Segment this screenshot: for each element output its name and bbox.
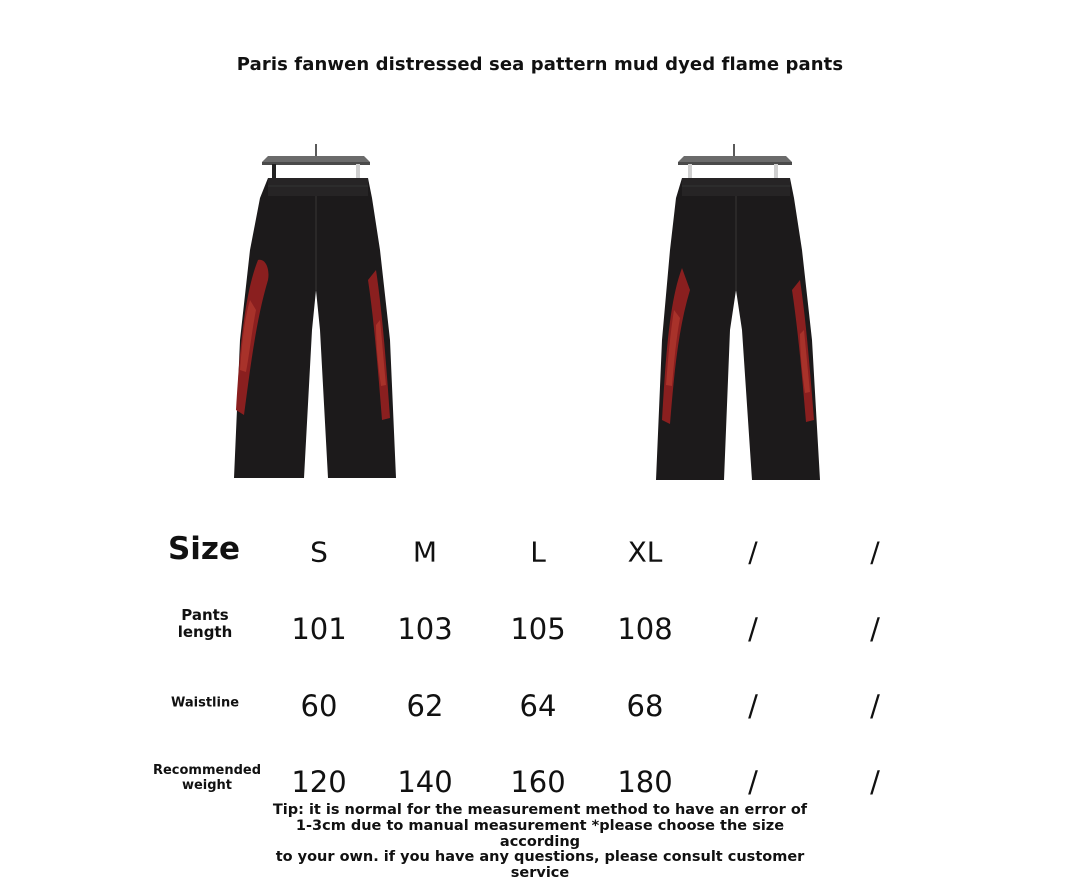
pants-back-image <box>636 140 836 490</box>
measurement-value: / <box>748 689 758 723</box>
row-label-recommended-weight <box>153 763 261 793</box>
hanger-icon <box>262 144 370 180</box>
size-option: XL <box>627 535 663 569</box>
measurement-value: / <box>870 689 880 723</box>
measurement-value: / <box>870 612 880 646</box>
row-label-line: Waistline <box>170 695 240 711</box>
measurement-value: 68 <box>626 689 664 723</box>
measurement-value: 108 <box>617 612 673 646</box>
tip-line: 1-3cm due to manual measurement *please choose the size according <box>295 817 785 850</box>
measurement-value: / <box>870 765 880 799</box>
row-label-line: weight <box>181 778 233 793</box>
measurement-value: 105 <box>510 612 566 646</box>
size-option: L <box>530 535 546 569</box>
measurement-value: / <box>748 765 758 799</box>
size-option: / <box>870 535 880 569</box>
measurement-value: 60 <box>300 689 338 723</box>
row-label-waistline <box>171 696 239 711</box>
measurement-value: 180 <box>617 765 673 799</box>
row-label-line: length <box>177 623 233 641</box>
measurement-value: 101 <box>291 612 347 646</box>
row-label-line: Pants <box>181 606 229 624</box>
measurement-value: / <box>748 612 758 646</box>
hanger-icon <box>678 144 792 180</box>
measurement-value: 120 <box>291 765 347 799</box>
size-option: M <box>412 535 438 569</box>
measurement-value: 140 <box>397 765 453 799</box>
tip-line: Tip: it is normal for the measurement method to have an error of <box>272 802 808 818</box>
row-label-pants-length <box>178 607 233 641</box>
measurement-value: 160 <box>510 765 566 799</box>
row-label-line: Recommended <box>152 763 262 778</box>
measurement-tip <box>270 803 810 882</box>
tip-line: to your own. if you have any questions, please consult customer <box>275 849 805 866</box>
pants-back-illustration <box>636 140 836 490</box>
size-header-label: Size <box>167 531 241 567</box>
measurement-value: 103 <box>397 612 453 646</box>
measurement-value: 62 <box>406 689 444 723</box>
page-title: Paris fanwen distressed sea pattern mud dyed flame pants <box>236 54 844 75</box>
pants-body <box>234 178 396 478</box>
measurement-value: 64 <box>519 689 557 723</box>
size-option: / <box>748 535 758 569</box>
pants-front-image <box>216 140 416 490</box>
pants-front-illustration <box>216 140 416 490</box>
tip-line: service <box>510 865 570 882</box>
size-option: S <box>310 535 328 569</box>
